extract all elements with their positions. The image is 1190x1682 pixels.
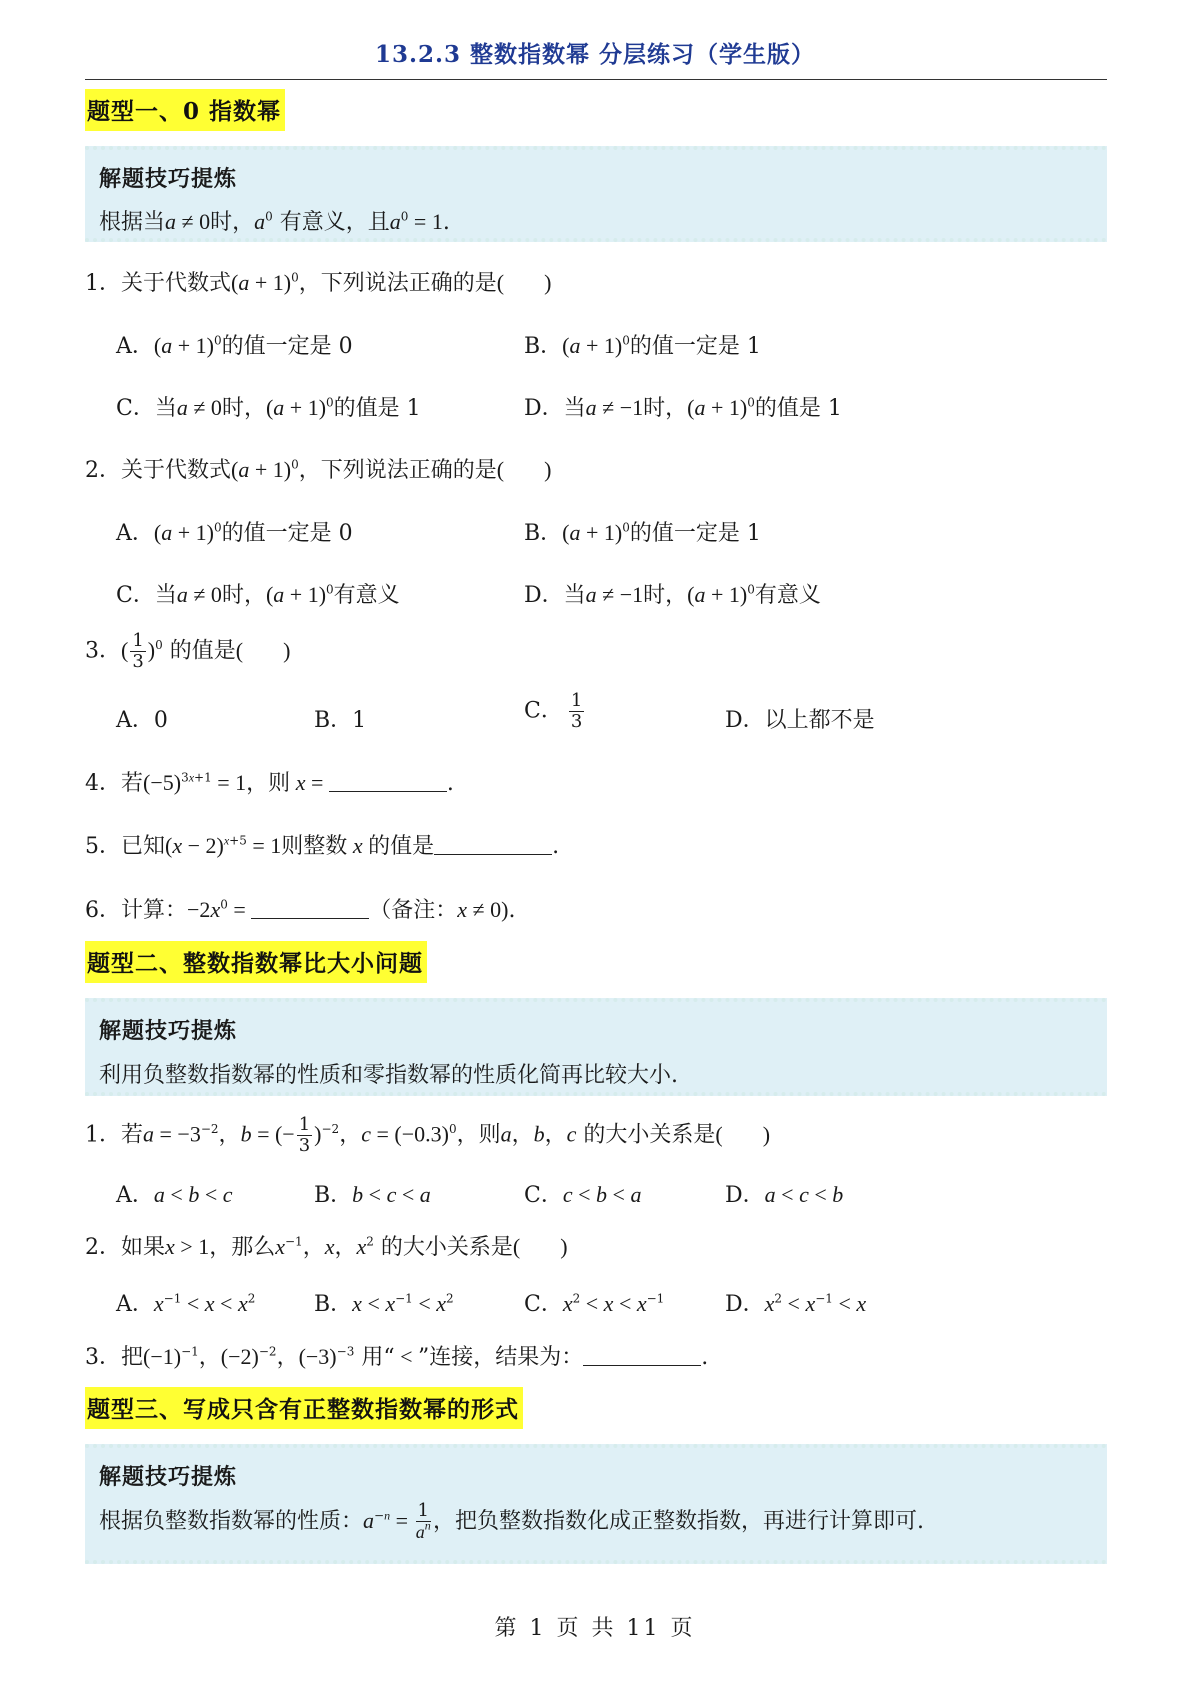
answer-blank[interactable] — [434, 834, 552, 855]
question-2-2: 2．如果x > 1，那么$x^{-1}$，x，$x^2$ 的大小关系是( ) — [85, 1234, 568, 1260]
section-heading-1: 题型一、0 指数幂 — [85, 89, 285, 131]
option-b[interactable]: B．$x < x^{-1} < x^2$ — [314, 1291, 454, 1317]
option-c[interactable]: C．$x^2 < x < x^{-1}$ — [524, 1291, 665, 1317]
tip-text: 利用负整数指数幂的性质和零指数幂的性质化简再比较大小. — [99, 1063, 678, 1088]
option-c[interactable]: C．当a ≠ 0时，$(a + 1)^0$的值是 1 — [116, 395, 421, 421]
option-b[interactable]: B．$(a + 1)^0$的值一定是 1 — [524, 520, 761, 546]
option-a[interactable]: A．a < b < c — [116, 1182, 233, 1208]
question-1-3: 3．( $\frac{1}{3}$ )$^0$ 的值是( ) — [85, 630, 291, 672]
option-a[interactable]: A．$(a + 1)^0$的值一定是 0 — [116, 520, 353, 546]
tip-text: 根据当a ≠ 0时，$a^0$ 有意义，且$a^0 = 1$. — [99, 209, 450, 235]
option-c[interactable]: C． $\frac{1}{3}$ — [524, 690, 583, 732]
tip-box-1 — [85, 146, 1107, 242]
answer-blank[interactable] — [251, 898, 369, 919]
option-a[interactable]: A．$x^{-1} < x < x^2$ — [116, 1291, 256, 1317]
tip-box-2 — [85, 998, 1107, 1096]
option-b[interactable]: B．$(a + 1)^0$的值一定是 1 — [524, 333, 761, 359]
question-1-5: 5．已知$(x - 2)^{x+5} = 1$则整数 x 的值是 . — [85, 833, 560, 859]
question-2-3: 3．把$(-1)^{-1}$，$(-2)^{-2}$，$(-3)^{-3}$ 用“ < ”连接，结果为： . — [85, 1344, 709, 1370]
option-d[interactable]: D．以上都不是 — [725, 708, 875, 733]
option-d[interactable]: D．当a ≠ −1时，$(a + 1)^0$有意义 — [524, 582, 821, 608]
answer-blank[interactable] — [583, 1345, 701, 1366]
option-c[interactable]: C．c < b < a — [524, 1182, 642, 1208]
question-1-6: 6．计算：$-2x^0$ = （备注：x ≠ 0). — [85, 897, 516, 923]
section-heading-3: 题型三、写成只含有正整数指数幂的形式 — [85, 1387, 523, 1429]
option-d[interactable]: D．a < c < b — [725, 1182, 844, 1208]
tip-heading: 解题技巧提炼 — [99, 166, 238, 192]
tip-box-3 — [85, 1444, 1107, 1564]
question-1-4: 4．若$(-5)^{3x+1} = 1$，则 x = . — [85, 770, 454, 796]
question-1-1: 1．关于代数式$(a + 1)^0$，下列说法正确的是( ) — [85, 270, 552, 296]
option-c[interactable]: C．当a ≠ 0时，$(a + 1)^0$有意义 — [116, 582, 400, 608]
option-a[interactable]: A．$(a + 1)^0$的值一定是 0 — [116, 333, 353, 359]
option-b[interactable]: B．1 — [314, 708, 367, 733]
option-d[interactable]: D．$x^2 < x^{-1} < x$ — [725, 1291, 867, 1317]
option-d[interactable]: D．当a ≠ −1时，$(a + 1)^0$的值是 1 — [524, 395, 842, 421]
question-1-2: 2．关于代数式$(a + 1)^0$，下列说法正确的是( ) — [85, 457, 552, 483]
option-b[interactable]: B．b < c < a — [314, 1182, 431, 1208]
section-heading-2: 题型二、整数指数幂比大小问题 — [85, 941, 427, 983]
answer-blank[interactable] — [329, 771, 447, 792]
tip-heading: 解题技巧提炼 — [99, 1018, 238, 1044]
header-rule — [85, 79, 1107, 80]
page-title: 13.2.3 整数指数幂 分层练习（学生版） — [374, 41, 816, 68]
page-footer: 第 1 页 共 11 页 — [494, 1616, 696, 1641]
tip-text: 根据负整数指数幂的性质：$a^{-n}$ = $\frac{1}{a^n}$ ，把负整数指数化成正整数指数，再进行计算即可. — [99, 1500, 924, 1542]
option-a[interactable]: A．0 — [116, 708, 168, 733]
tip-heading: 解题技巧提炼 — [99, 1464, 238, 1490]
question-2-1: 1．若$a = -3^{-2}$，b = (− $\frac{1}{3}$ )$^{-2}$，$c = (-0.3)^0$，则a，b，c 的大小关系是( ) — [85, 1114, 771, 1156]
